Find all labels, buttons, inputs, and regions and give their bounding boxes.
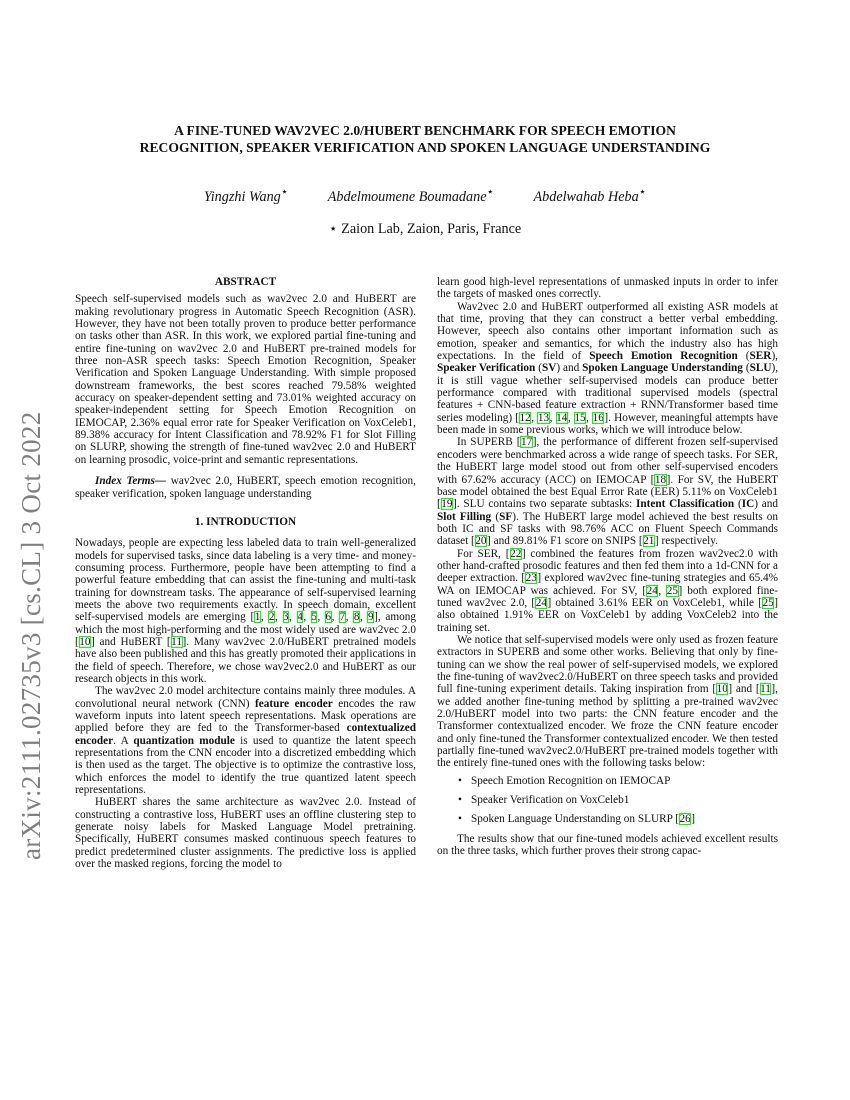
citation-link[interactable]: 6: [325, 611, 332, 624]
citation-link[interactable]: 11: [760, 683, 771, 696]
text-run: ,: [331, 611, 340, 624]
text-run: ]. SLU contains two separate subtasks:: [453, 498, 636, 511]
text-run: (: [737, 350, 750, 363]
text-run: ). The HuBERT large model achieved the best results on both IC and SF tasks with 98.76% ACC on Fluent Speech Commands dataset [: [437, 510, 778, 548]
text-run: ] combined the features from frozen wav2vec2.0 with other hand-crafted prosodic features and then fed them into a 1d-CNN for a deeper extraction. [: [437, 547, 778, 585]
citation-link[interactable]: 13: [537, 411, 550, 424]
citation-link[interactable]: 25: [666, 584, 678, 597]
text-run: Speech Emotion Recognition on IEMOCAP: [471, 774, 671, 787]
citation-link[interactable]: 9: [367, 611, 374, 624]
text-run: ,: [317, 611, 326, 624]
author-name: Abdelwahab Heba: [533, 188, 639, 205]
text-run: ) and: [754, 498, 778, 511]
intro-body-continued: [437, 276, 778, 770]
text-run: ] and HuBERT [: [91, 635, 171, 648]
citation-link[interactable]: 19: [441, 498, 453, 511]
text-run: ], the performance of different frozen self-supervised encoders were benchmarked across a wide range of speech tasks. For SER, the HuBERT large model stood out from other self-supervised encoders with 67.62% accuracy (ACC) on IEMOCAP [: [437, 436, 778, 486]
citation-link[interactable]: 10: [716, 683, 728, 696]
citation-link[interactable]: 15: [574, 411, 586, 424]
text-run: encodes the raw waveform inputs into latent speech representations. Mask operations are applied before they are fed to the Transformer-based: [75, 697, 416, 735]
text-run: ] and 89.81% F1 score on SNIPS [: [487, 535, 643, 548]
text-run: ] also obtained 1.91% EER on VoxCeleb1 by adding VoxCeleb2 into the training set.: [437, 596, 778, 634]
text-run: ] both explored fine-tuned wav2vec 2.0, [: [437, 584, 779, 609]
text-run: ,: [359, 611, 368, 624]
text-run: ]. However, meaningful attempts have been made in some previous works, which we will introduce below.: [437, 411, 779, 437]
citation-link[interactable]: 16: [592, 411, 604, 424]
bold-term: Intent Classification: [636, 498, 735, 511]
text-run: ], among which the most high-performing and the most widely used are wav2vec 2.0 [: [75, 611, 417, 648]
text-run: ], we added another fine-tuning method by splitting a pre-trained wav2vec 2.0/HuBERT model into two parts: the CNN feature encoder and the Transformer contextualized encoder. We froze the CNN feature encoder and only fine-tuned the Transformer contextualized encoder. We then tested partially fine-tuned wav2vec2.0/HuBERT pre-trained models together with the entirely fine-tuned ones with the following tasks below:: [437, 683, 778, 770]
bold-term: SV: [541, 362, 557, 375]
text-run: ,: [303, 611, 311, 624]
citation-link[interactable]: 4: [297, 611, 303, 624]
bold-term: feature encoder: [254, 697, 333, 710]
text-run: Wav2vec 2.0 and HuBERT outperformed all existing ASR models at that time, proving that they can construct a better verbal embedding. However, speech also contains other important information such as emotion, speaker and semantics, for which the industry also has high expectations. In the field of: [437, 300, 778, 363]
citation-link[interactable]: 17: [520, 436, 533, 449]
citation-link[interactable]: 10: [79, 635, 91, 648]
text-run: ,: [345, 611, 354, 624]
citation-link[interactable]: 22: [510, 547, 522, 560]
author-name: Yingzhi Wang: [203, 188, 281, 205]
paragraph: [75, 537, 416, 685]
text-run: (: [491, 510, 500, 523]
text-run: HuBERT shares the same architecture as wav2vec 2.0. Instead of constructing a contrastive loss, HuBERT uses an offline clustering step to generate noisy labels for Masked Language Model pretraining. Specifically, HuBERT consumes masked continuous speech features to predict predetermined cluster assignments. The predictive loss is applied over the masked regions, forcing the model to: [75, 796, 416, 871]
bold-term: SF: [499, 510, 513, 523]
text-run: (: [535, 362, 542, 375]
paper-title: [40, 122, 810, 156]
title-line-2: RECOGNITION, SPEAKER VERIFICATION AND SPOKEN LANGUAGE UNDERSTANDING: [139, 140, 711, 155]
text-run: ,: [289, 611, 297, 624]
citation-link[interactable]: 12: [519, 411, 531, 424]
abstract-heading: ABSTRACT: [214, 276, 277, 288]
citation-link[interactable]: 11: [171, 635, 182, 648]
bold-term: IC: [741, 498, 755, 511]
index-terms: [75, 475, 416, 500]
bold-term: quantization module: [133, 734, 235, 747]
text-run: Nowadays, people are expecting less labeled data to train well-generalized models for supervised tasks, since data labeling is a very time- and money-consuming process. Furthermore, people have been attempting to find a powerful feature embedding that can assist the fine-tuning and multi-task training for downstream tasks. The appearance of self-supervised learning meets the above two requirements exactly. In speech domain, excellent self-supervised models are emerging [: [75, 537, 416, 624]
author-name: Abdelmoumene Boumadane: [327, 188, 487, 205]
text-run: learn good high-level representations of unmasked inputs in order to infer the targets of masked ones correctly.: [437, 276, 778, 301]
text-run: Speaker Verification on VoxCeleb1: [471, 794, 630, 807]
text-run: In SUPERB [: [457, 436, 521, 449]
paragraph: [437, 301, 778, 437]
arxiv-stamp: arXiv:2111.02735v3 [cs.CL] 3 Oct 2022: [16, 411, 46, 860]
bold-term: Spoken Language Understanding: [582, 362, 743, 375]
text-run: ] obtained 3.61% EER on VoxCeleb1, while [: [547, 596, 762, 609]
text-run: ,: [586, 411, 593, 424]
affiliation: ⋆ Zaion Lab, Zaion, Paris, France: [328, 221, 522, 237]
paragraph: [437, 548, 778, 634]
right-column: [437, 276, 778, 857]
paragraph: [437, 436, 778, 547]
title-line-1: A FINE-TUNED WAV2VEC 2.0/HUBERT BENCHMARK FOR SPEECH EMOTION: [174, 123, 676, 138]
bold-term: Speech Emotion Recognition: [589, 350, 738, 363]
paragraph: [75, 796, 416, 870]
author: [533, 184, 647, 205]
list-item: [471, 794, 778, 806]
citation-link[interactable]: 23: [525, 572, 537, 585]
text-run: is used to quantize the latent speech representations from the CNN encoder into a discretized embedding which is then used as the target. The objective is to optimize the contrastive loss, which enforces the model to identify the true quantized latent speech representations.: [75, 734, 416, 797]
author-mark: ⋆: [486, 184, 494, 198]
text-run: . A: [113, 734, 134, 747]
author-mark: ⋆: [280, 184, 289, 198]
citation-link[interactable]: 21: [643, 535, 655, 548]
citation-link[interactable]: 3: [283, 611, 289, 624]
text-run: For SER, [: [457, 547, 510, 560]
text-run: ]: [691, 813, 695, 826]
author: [327, 184, 494, 205]
author-list: [0, 184, 850, 206]
index-terms-label: Index Terms—: [95, 475, 167, 488]
citation-link[interactable]: 1: [254, 611, 261, 624]
left-column: [75, 276, 416, 870]
bold-term: SER: [749, 350, 772, 363]
text-run: Spoken Language Understanding on SLURP [: [471, 813, 679, 826]
list-item: [471, 813, 778, 825]
citation-link[interactable]: 2: [268, 611, 275, 624]
intro-body: [75, 537, 416, 870]
text-run: ,: [567, 411, 574, 424]
text-run: (: [742, 362, 750, 375]
paragraph: [75, 685, 416, 796]
text-run: (: [734, 498, 742, 511]
bold-term: contextualized encoder: [75, 722, 416, 747]
abstract-text: Speech self-supervised models such as wav2vec 2.0 and HuBERT are making revolutionary progress in Automatic Speech Recognition (ASR). However, they have not been totally proven to produce better performance on tasks other than ASR. In this work, we explored partial fine-tuning and entire fine-tuning on wav2vec 2.0 and HuBERT pre-trained models for three non-ASR speech tasks: Speech Emotion Recognition, Speaker Verification and Spoken Language Understanding. With simple proposed downstream frameworks, the best scores reached 79.58% weighted accuracy on speaker-dependent setting and 73.01% weighted accuracy on speaker-independent setting for Speech Emotion Recognition on IEMOCAP, 2.36% equal error rate for Speaker Verification on VoxCeleb1, 89.38% accuracy for Intent Classification and 78.92% F1 for Slot Filling on SLURP, showing the strength of fine-tuned wav2vec 2.0 and HuBERT on learning prosodic, voice-print and semantic representations.: [75, 293, 416, 466]
bold-term: SLU: [749, 362, 772, 375]
citation-link[interactable]: 5: [311, 611, 317, 624]
index-terms-text: wav2vec 2.0, HuBERT, speech emotion recognition, speaker verification, spoken language understanding: [75, 475, 416, 500]
text-run: ,: [658, 584, 667, 597]
author-mark: ⋆: [638, 184, 647, 198]
text-run: ,: [549, 411, 556, 424]
text-run: We notice that self-supervised models were only used as frozen feature extractors in SUPERB and some other works. Believing that only by fine-tuning can we show the real power of self-supervised models, we explored the fine-tuning of wav2vec2.0/HuBERT on three speech tasks and provided full fine-tuning experiment details. Taking inspiration from [: [437, 633, 778, 696]
text-run: ] and [: [728, 683, 760, 696]
bold-term: Slot Filling: [437, 510, 492, 523]
closing-paragraph-wrap: [437, 833, 778, 858]
text-run: ) and: [556, 362, 583, 375]
text-run: ,: [260, 611, 269, 624]
text-run: ), it is still vague whether self-supervised models can produce better performance compared with traditional supervised models (spectral features + CNN-based feature extraction + RNN/Transformer based time series modeling) [: [437, 362, 779, 424]
citation-link[interactable]: 18: [654, 473, 667, 486]
text-run: The results show that our fine-tuned models achieved excellent results on the three tasks, which further proves their strong capac-: [437, 832, 778, 858]
bold-term: Speaker Verification: [437, 362, 536, 375]
citation-link[interactable]: 24: [535, 596, 547, 609]
task-list: [437, 775, 778, 826]
author: [203, 184, 289, 205]
citation-link[interactable]: 7: [339, 611, 346, 624]
text-run: ] explored wav2vec fine-tuning strategies and 65.4% WA on IEMOCAP was achieved. For SV, [: [437, 572, 778, 597]
text-run: ,: [275, 611, 283, 624]
text-run: ),: [771, 350, 778, 363]
text-run: The wav2vec 2.0 model architecture contains mainly three modules. A convolutional neural network (CNN): [75, 685, 416, 710]
citation-link[interactable]: 26: [679, 813, 691, 826]
list-item: [471, 775, 778, 787]
text-run: ]. For SV, the HuBERT base model obtained the best Equal Error Rate (EER) 5.11% on VoxCeleb1 [: [437, 473, 778, 511]
paragraph: [437, 276, 778, 301]
citation-link[interactable]: 25: [762, 596, 774, 609]
citation-link[interactable]: 14: [556, 411, 568, 424]
text-run: ] respectively.: [654, 535, 718, 548]
citation-link[interactable]: 20: [475, 535, 487, 548]
text-run: ]. Many wav2vec 2.0/HuBERT pretrained models have also been published and this has greatly promoted their applications in the field of speech. Therefore, we chose wav2vec2.0 and HuBERT as our research objects in this work.: [75, 635, 416, 685]
paragraph: [437, 833, 778, 858]
citation-link[interactable]: 8: [353, 611, 360, 624]
citation-link[interactable]: 24: [646, 584, 658, 597]
intro-heading: 1. INTRODUCTION: [194, 515, 297, 528]
text-run: ,: [531, 411, 538, 424]
paragraph: [437, 634, 778, 770]
